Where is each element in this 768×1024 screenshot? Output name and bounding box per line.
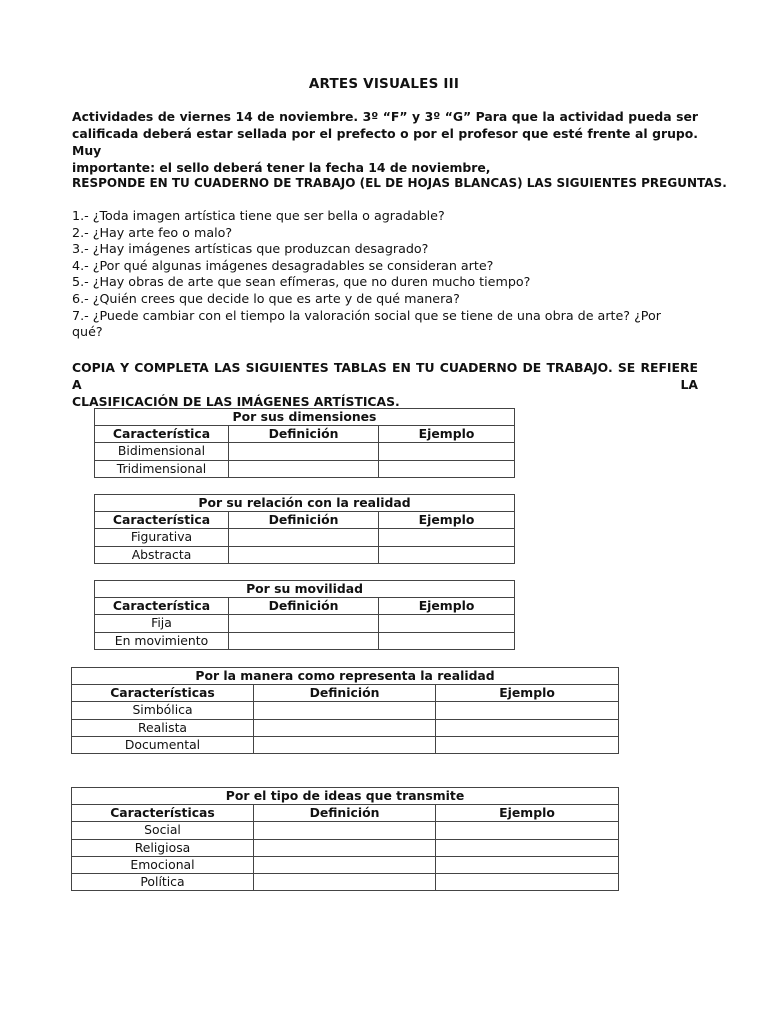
column-header: Característica — [95, 426, 229, 443]
table-title: Por sus dimensiones — [95, 409, 515, 426]
question-item: 7.- ¿Puede cambiar con el tiempo la valoración social que se tiene de una obra de arte? ¿Por — [72, 307, 661, 323]
question-item: 6.- ¿Quién crees que decide lo que es arte y de qué manera? — [72, 290, 460, 306]
row-label: Social — [72, 822, 254, 839]
column-header: Ejemplo — [379, 598, 515, 615]
column-header: Definición — [254, 685, 436, 702]
row-label: Religiosa — [72, 839, 254, 856]
column-header: Características — [72, 685, 254, 702]
table-title: Por su movilidad — [95, 581, 515, 598]
definition-cell — [229, 443, 379, 460]
column-header: Ejemplo — [379, 426, 515, 443]
definition-cell — [254, 856, 436, 873]
column-header: Ejemplo — [436, 685, 619, 702]
question-item: 3.- ¿Hay imágenes artísticas que produzcan desagrado? — [72, 241, 429, 257]
table-row — [95, 460, 515, 477]
definition-cell — [229, 529, 379, 546]
column-header: Ejemplo — [379, 512, 515, 529]
questions-instruction: RESPONDE EN TU CUADERNO DE TRABAJO (EL DE HOJAS BLANCAS) LAS SIGUIENTES PREGUNTAS. — [72, 176, 727, 190]
row-label: Abstracta — [95, 546, 229, 563]
table-row — [95, 443, 515, 460]
intro-line: Actividades de viernes 14 de noviembre. 3º “F” y 3º “G” Para que la actividad pueda ser — [72, 109, 698, 124]
row-label: Política — [72, 873, 254, 890]
row-label: En movimiento — [95, 632, 229, 649]
row-label: Emocional — [72, 856, 254, 873]
table-row — [72, 873, 619, 890]
tables-instruction-line: COPIA Y COMPLETA LAS SIGUIENTES TABLAS EN TU CUADERNO DE TRABAJO. SE REFIERE A LA — [72, 360, 698, 392]
row-label: Tridimensional — [95, 460, 229, 477]
intro-line: calificada deberá estar sellada por el prefecto o por el profesor que esté frente al grupo. Muy — [72, 126, 698, 158]
table-row — [72, 719, 619, 736]
row-label: Simbólica — [72, 702, 254, 719]
table-row — [72, 702, 619, 719]
example-cell — [436, 839, 619, 856]
table-title: Por su relación con la realidad — [95, 495, 515, 512]
example-cell — [379, 546, 515, 563]
table-row — [95, 546, 515, 563]
column-header: Definición — [254, 805, 436, 822]
intro-paragraph — [72, 108, 698, 176]
table-representation — [71, 667, 619, 754]
definition-cell — [229, 632, 379, 649]
column-header: Característica — [95, 512, 229, 529]
example-cell — [379, 460, 515, 477]
table-row — [72, 856, 619, 873]
table-title: Por el tipo de ideas que transmite — [72, 788, 619, 805]
example-cell — [436, 873, 619, 890]
example-cell — [379, 632, 515, 649]
page-title: ARTES VISUALES III — [308, 76, 460, 92]
question-item: qué? — [72, 324, 103, 340]
table-dimensions — [94, 408, 515, 478]
table-title: Por la manera como representa la realidad — [72, 668, 619, 685]
example-cell — [436, 702, 619, 719]
question-item: 1.- ¿Toda imagen artística tiene que ser bella o agradable? — [72, 208, 445, 223]
table-mobility — [94, 580, 515, 650]
row-label: Documental — [72, 736, 254, 753]
column-header: Definición — [229, 598, 379, 615]
definition-cell — [254, 839, 436, 856]
table-row — [72, 736, 619, 753]
definition-cell — [229, 546, 379, 563]
definition-cell — [254, 702, 436, 719]
example-cell — [379, 443, 515, 460]
question-item: 4.- ¿Por qué algunas imágenes desagradables se consideran arte? — [72, 257, 494, 273]
table-row — [95, 632, 515, 649]
table-row — [72, 839, 619, 856]
table-reality-relation — [94, 494, 515, 564]
column-header: Definición — [229, 512, 379, 529]
definition-cell — [254, 822, 436, 839]
row-label: Figurativa — [95, 529, 229, 546]
row-label: Realista — [72, 719, 254, 736]
row-label: Bidimensional — [95, 443, 229, 460]
table-row — [95, 529, 515, 546]
intro-line: importante: el sello deberá tener la fecha 14 de noviembre, — [72, 160, 491, 175]
table-row — [72, 822, 619, 839]
example-cell — [436, 856, 619, 873]
questions-list — [72, 208, 702, 341]
question-item: 5.- ¿Hay obras de arte que sean efímeras, que no duren mucho tiempo? — [72, 274, 531, 290]
example-cell — [436, 736, 619, 753]
column-header: Ejemplo — [436, 805, 619, 822]
tables-instruction — [72, 359, 698, 410]
example-cell — [379, 615, 515, 632]
tables-instruction-line: CLASIFICACIÓN DE LAS IMÁGENES ARTÍSTICAS. — [72, 394, 400, 409]
example-cell — [436, 719, 619, 736]
row-label: Fija — [95, 615, 229, 632]
definition-cell — [254, 873, 436, 890]
example-cell — [379, 529, 515, 546]
column-header: Característica — [95, 598, 229, 615]
question-item: 2.- ¿Hay arte feo o malo? — [72, 224, 233, 240]
column-header: Definición — [229, 426, 379, 443]
definition-cell — [254, 736, 436, 753]
definition-cell — [229, 460, 379, 477]
definition-cell — [229, 615, 379, 632]
table-row — [95, 615, 515, 632]
column-header: Características — [72, 805, 254, 822]
definition-cell — [254, 719, 436, 736]
example-cell — [436, 822, 619, 839]
table-ideas — [71, 787, 619, 891]
